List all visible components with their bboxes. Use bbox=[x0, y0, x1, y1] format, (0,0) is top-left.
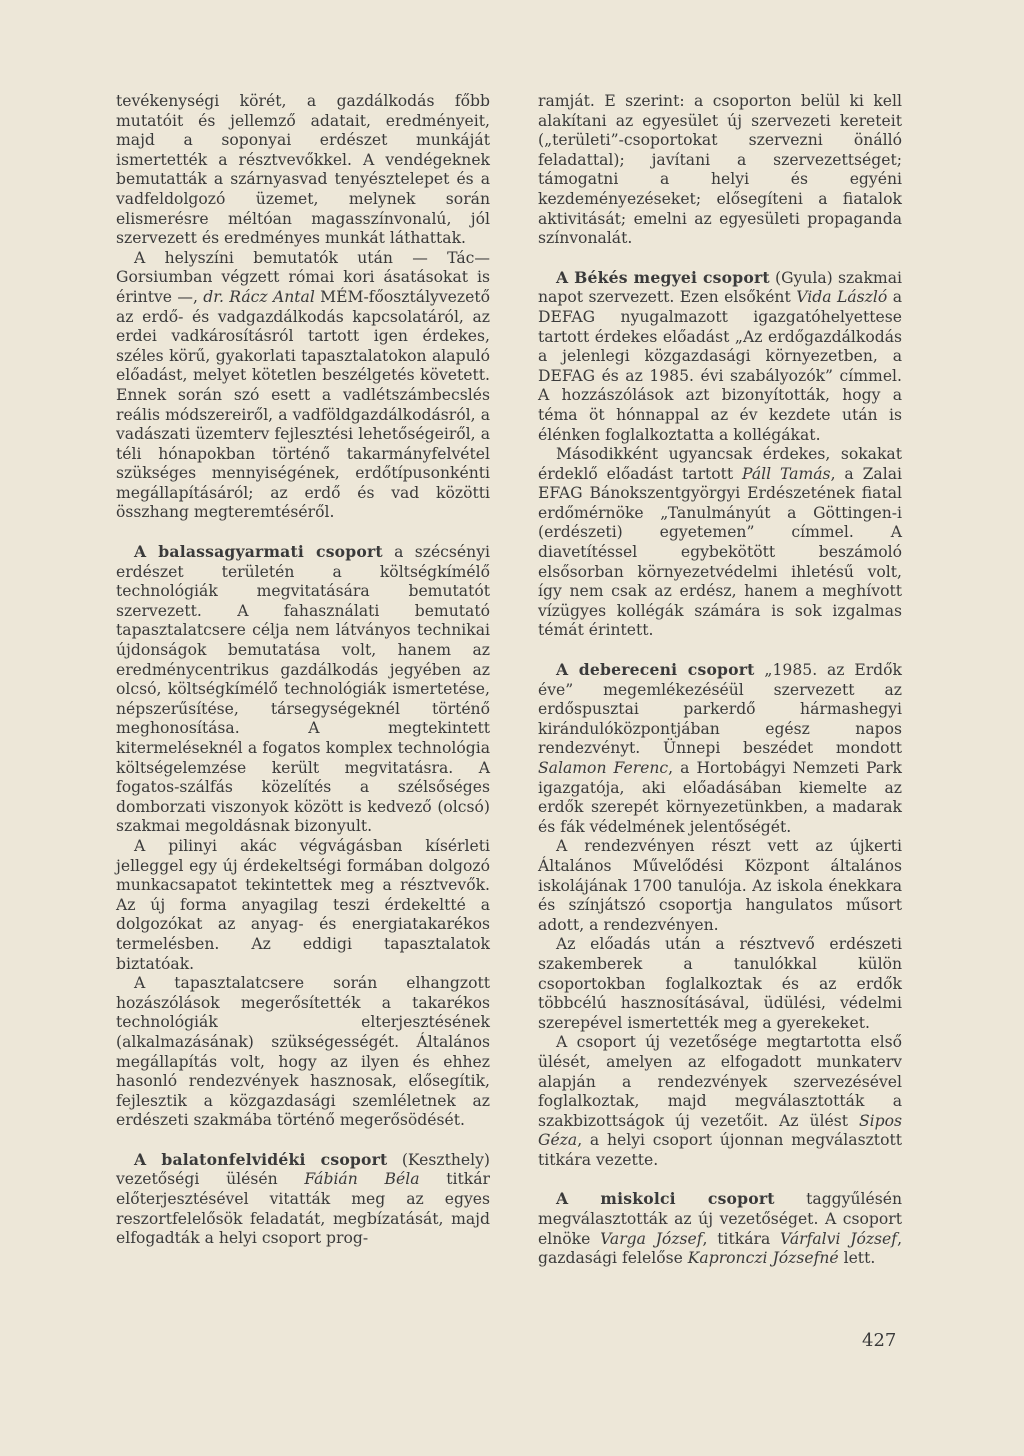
paragraph: A debereceni csoport „1985. az Erdők éve” megemlékezéséül szervezett az erdőspusztai parkerdő hármashegyi kirándulóközpontjában egész napos rendezvényt. Ünnepi beszédet mondott Salamon Ferenc, a Hortobágyi Nemzeti Park igazgatója, aki előadásában kiemelte az erdők szerepét környezetünkben, a madarak és fák védelmének jelentőségét. bbox=[538, 660, 902, 836]
paragraph: A miskolci csoport taggyűlésén megválasztották az új vezetőséget. A csoport elnöke Varga József, titkára Várfalvi József, gazdasági felelőse Kapronczi Józsefné lett. bbox=[538, 1189, 903, 1268]
right-column bbox=[538, 92, 902, 1269]
paragraph: A pilinyi akác végvágásban kísérleti jelleggel egy új érdekeltségi formában dolgozó munkacsapatot tekintettek meg a résztvevők. Az új forma anyagilag teszi érdekeltté a dolgozókat az anyag- és energiatakarékos termelésben. Az eddigi tapasztalatok biztatóak. bbox=[116, 836, 490, 973]
paragraph: A balatonfelvidéki csoport (Keszthely) vezetőségi ülésén Fábián Béla titkár előterjesztésével vitatták meg az egyes reszortfelelősök feladatát, megbízatását, majd elfogadták a helyi csoport prog- bbox=[116, 1149, 491, 1248]
left-column bbox=[116, 92, 490, 1249]
paragraph: A helyszíni bemutatók után — Tác—Gorsiumban végzett római kori ásatásokat is érintve —, dr. Rácz Antal MÉM-főosztályvezető az erdő- és vadgazdálkodás kapcsolatáról, az erdei vadkárosításról tartott igen érdekes, széles körű, gyakorlati tapasztalatokon alapuló előadást, melyet kötetlen beszélgetés követett. Ennek során szó esett a vadlétszámbecslés reális módszereiről, a vadföldgazdálkodásról, a vadászati üzemterv fejlesztési lehetőségeiről, a téli hónapokban történő takarmányfelvétel szükséges mennyiségének, erdőtípusonkénti megállapításáról; az erdő és vad közötti összhang megteremtéséről. bbox=[116, 248, 490, 522]
paragraph: ramját. E szerint: a csoporton belül ki kell alakítani az egyesület új szervezeti kereteit („területi”-csoportokat szervezni önálló feladattal); javítani a szervezettséget; támogatni a helyi és egyéni kezdeményezéseket; elősegíteni a fiatalok aktivitását; emelni az egyesületi propaganda színvonalát. bbox=[538, 92, 902, 248]
paragraph: A rendezvényen részt vett az újkerti Általános Művelődési Központ általános iskolájának 1700 tanulója. Az iskola énekkara és színjátszó csoportja hangulatos műsort adott, a rendezvényen. bbox=[538, 837, 902, 934]
page-number: 427 bbox=[862, 1330, 897, 1351]
paragraph: A csoport új vezetősége megtartotta első ülését, amelyen az elfogadott munkaterv alapján a rendezvények szervezésével foglalkoztak, majd megválasztották a szakbizottságok új vezetőit. Az ülést Sipos Géza, a helyi csoport újonnan megválasztott titkára vezette. bbox=[538, 1033, 902, 1169]
paragraph: A balassagyarmati csoport a szécsényi erdészet területén a költségkímélő technológiák megvitatására bemutatót szervezett. A fahasználati bemutató tapasztalatcsere célja nem látványos technikai újdonságok bemutatása volt, hanem az eredménycentrikus gazdálkodás jegyében az olcsó, költségkímélő technológiák ismertetése, népszerűsítése, társegységeknél történő meghonosítása. A megtekintett kitermeléseknél a fogatos komplex technológia költségelemzése került megvitatásra. A fogatos-szálfás közelítés a szélsőséges domborzati viszonyok között is kedvező (olcsó) szakmai megoldásnak bizonyult. bbox=[116, 542, 490, 836]
paragraph: tevékenységi körét, a gazdálkodás főbb mutatóit és jellemző adatait, eredményeit, majd a soponyai erdészet munkáját ismertették a résztvevőkkel. A vendégeknek bemutatták a szárnyasvad tenyésztelepet és a vadfeldolgozó üzemet, melynek során elismerésre méltóan magasszínvonalú, jól szervezett és eredményes munkát láthattak. bbox=[116, 92, 490, 248]
paragraph: Az előadás után a résztvevő erdészeti szakemberek a tanulókkal külön csoportokban foglalkoztak és az erdők többcélú hasznosításával, üdülési, védelmi szerepével ismertették meg a gyerekeket. bbox=[538, 935, 902, 1032]
paragraph: Másodikként ugyancsak érdekes, sokakat érdeklő előadást tartott Páll Tamás, a Zalai EFAG Bánokszentgyörgyi Erdészetének fiatal erdőmérnöke „Tanulmányút a Göttingen-i (erdészeti) egyetemen” címmel. A diavetítéssel egybekötött beszámoló elsősorban környezetvédelmi ihletésű volt, így nem csak az erdész, hanem a meghívott vízügyes kollégák számára is sok izgalmas témát érintett. bbox=[538, 445, 902, 640]
paragraph: A Békés megyei csoport (Gyula) szakmai napot szervezett. Ezen elsőként Vida László a DEFAG nyugalmazott igazgatóhelyettese tartott érdekes előadást „Az erdőgazdálkodás a jelenlegi közgazdasági környezetben, a DEFAG és az 1985. évi szabályozók” címmel. A hozzászólások azt bizonyították, hogy a téma öt hónnappal az év kezdete után is élénken foglalkoztatta a kollégákat. bbox=[538, 267, 902, 444]
paragraph: A tapasztalatcsere során elhangzott hozászólások megerősítették a takarékos technológiák elterjesztésének (alkalmazásának) szükségességét. Általános megállapítás volt, hogy az ilyen és ehhez hasonló rendezvények hasznosak, elősegítik, fejlesztik a közgazdasági szemléletnek az erdészeti szakmába történő megerősödését. bbox=[116, 974, 490, 1130]
